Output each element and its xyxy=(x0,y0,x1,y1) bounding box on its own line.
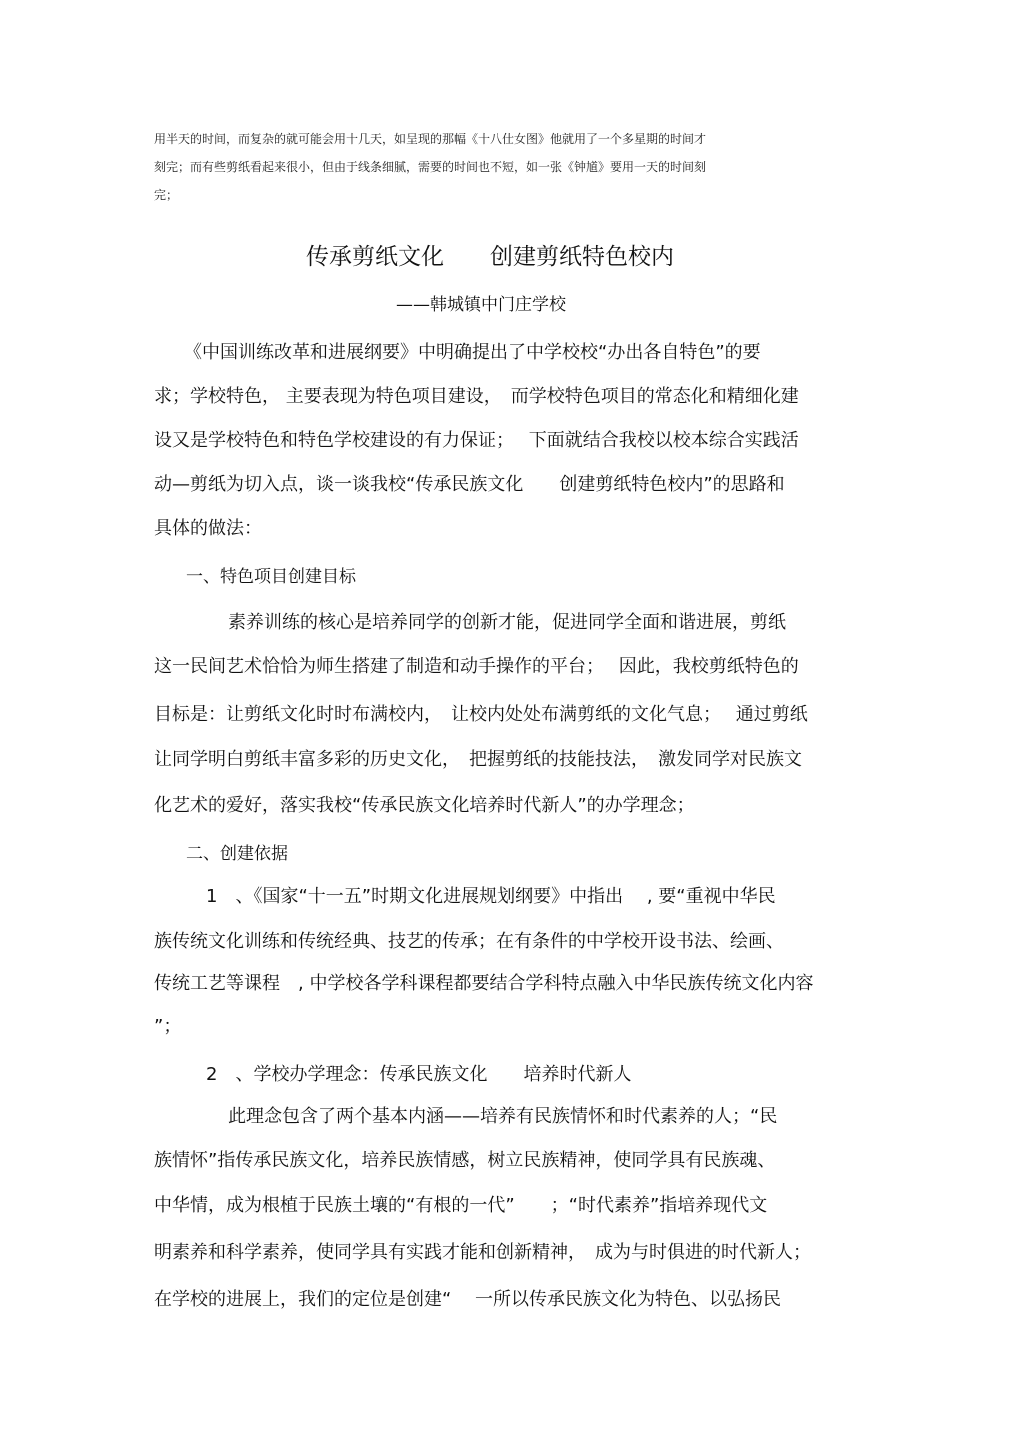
intro-line: 《中国训练改革和进展纲要》中明确提出了中学校校“办出各自特色”的要 xyxy=(184,342,761,363)
section-line: 在学校的进展上，我们的定位是创建“ 一所以传承民族文化为特色、以弘扬民 xyxy=(154,1289,782,1310)
section-line: 1 、《国家“十一五”时期文化进展规划纲要》中指出 , 要“重视中华民 xyxy=(206,886,776,907)
sub-heading: 2 、学校办学理念：传承民族文化 培养时代新人 xyxy=(206,1064,632,1085)
intro-line: 动—剪纸为切入点，谈一谈我校“传承民族文化 创建剪纸特色校内”的思路和 xyxy=(154,474,785,495)
fragment-line: 完； xyxy=(154,188,179,202)
fragment-line: 用半天的时间，而复杂的就可能会用十几天，如呈现的那幅《十八仕女图》他就用了一个多星期的时间才 xyxy=(154,132,707,146)
section-line: 这一民间艺术恰恰为师生搭建了制造和动手操作的平台； 因此，我校剪纸特色的 xyxy=(154,656,799,677)
section-line: 让同学明白剪纸丰富多彩的历史文化， 把握剪纸的技能技法， 激发同学对民族文 xyxy=(154,749,802,770)
section-line: 族传统文化训练和传统经典、技艺的传承；在有条件的中学校开设书法、绘画、 xyxy=(154,931,784,952)
section-line: 中华情，成为根植于民族土壤的“有根的一代” ；“时代素养”指培养现代文 xyxy=(154,1195,768,1216)
section-line: 化艺术的爱好，落实我校“传承民族文化培养时代新人”的办学理念； xyxy=(154,795,695,816)
section-heading: 二、创建依据 xyxy=(186,844,288,864)
intro-line: 具体的做法： xyxy=(154,518,262,539)
intro-line: 求；学校特色， 主要表现为特色项目建设， 而学校特色项目的常态化和精细化建 xyxy=(154,386,799,407)
section-line: 素养训练的核心是培养同学的创新才能，促进同学全面和谐进展，剪纸 xyxy=(228,612,786,633)
section-line: 传统工艺等课程 , 中学校各学科课程都要结合学科特点融入中华民族传统文化内容 xyxy=(154,973,814,994)
intro-line: 设又是学校特色和特色学校建设的有力保证； 下面就结合我校以校本综合实践活 xyxy=(154,430,799,451)
section-line: ”； xyxy=(154,1016,182,1037)
section-line: 明素养和科学素养，使同学具有实践才能和创新精神， 成为与时俱进的时代新人； xyxy=(154,1242,811,1263)
page-subtitle: ——韩城镇中门庄学校 xyxy=(396,295,566,315)
fragment-line: 刻完；而有些剪纸看起来很小，但由于线条细腻，需要的时间也不短，如一张《钟馗》要用一天的时间刻 xyxy=(154,160,707,174)
section-line: 此理念包含了两个基本内涵——培养有民族情怀和时代素养的人；“民 xyxy=(228,1106,778,1127)
section-heading: 一、特色项目创建目标 xyxy=(186,567,356,587)
section-line: 目标是：让剪纸文化时时布满校内， 让校内处处布满剪纸的文化气息； 通过剪纸 xyxy=(154,704,808,725)
section-line: 族情怀”指传承民族文化，培养民族情感，树立民族精神，使同学具有民族魂、 xyxy=(154,1150,776,1171)
page-title: 传承剪纸文化 创建剪纸特色校内 xyxy=(306,244,674,270)
